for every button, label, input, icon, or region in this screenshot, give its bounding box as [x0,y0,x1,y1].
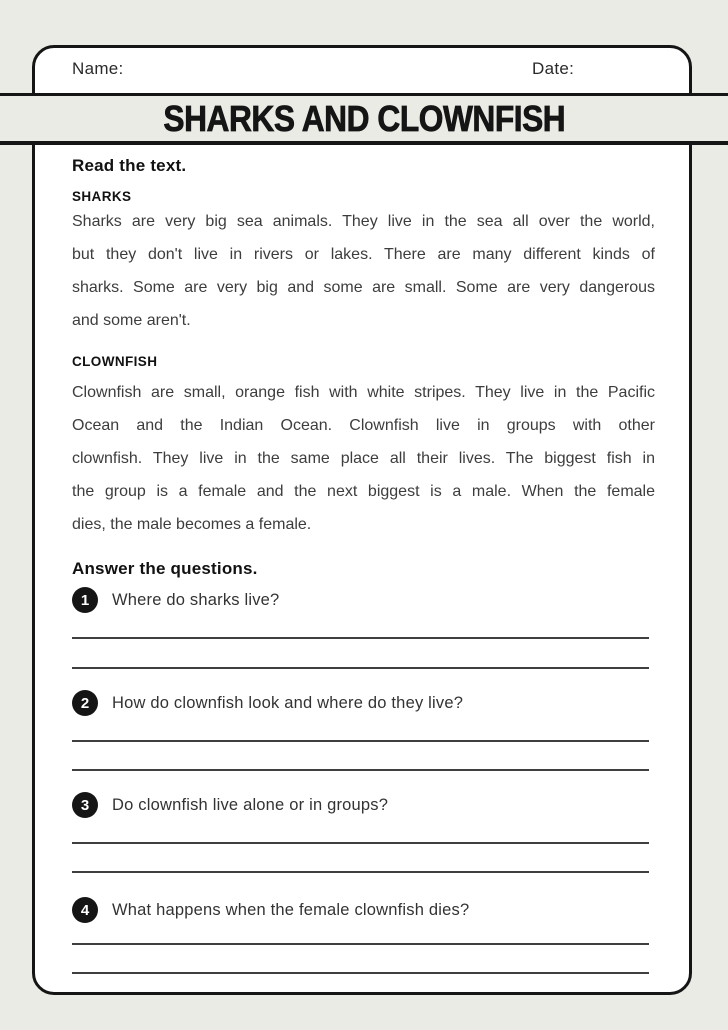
answer-line-q4-2[interactable] [72,972,649,974]
question-row-4 [72,897,469,923]
answer-line-q1-2[interactable] [72,667,649,669]
question-number-badge: 2 [72,690,98,716]
title-banner [0,93,728,145]
passage-line: Clownfish are small, orange fish with white stripes. They live in the Pacific [72,384,655,401]
question-row-1 [72,587,279,613]
question-row-3 [72,792,388,818]
answer-line-q3-1[interactable] [72,842,649,844]
passage-clownfish [72,376,655,541]
passage-line: and some aren't. [72,312,191,329]
passage-sharks [72,205,655,337]
question-number-badge: 3 [72,792,98,818]
passage-line: Ocean and the Indian Ocean. Clownfish live in groups with other [72,417,655,434]
worksheet-card [32,45,692,995]
question-number-badge: 1 [72,587,98,613]
answer-line-q1-1[interactable] [72,637,649,639]
read-instruction: Read the text. [72,156,187,175]
answer-line-q4-1[interactable] [72,943,649,945]
passage-line: clownfish. They live in the same place all their lives. The biggest fish in [72,450,655,467]
passage-heading-clownfish: CLOWNFISH [72,354,158,369]
passage-heading-sharks: SHARKS [72,189,132,204]
worksheet-title: SHARKS AND CLOWNFISH [163,97,565,139]
question-text: Do clownfish live alone or in groups? [112,795,389,814]
passage-line: dies, the male becomes a female. [72,516,312,533]
answer-line-q3-2[interactable] [72,871,649,873]
passage-line: Sharks are very big sea animals. They live in the sea all over the world, [72,213,655,230]
question-number-badge: 4 [72,897,98,923]
passage-line: but they don't live in rivers or lakes. There are many different kinds of [72,246,655,263]
passage-line: sharks. Some are very big and some are small. Some are very dangerous [72,279,655,296]
question-text: Where do sharks live? [112,590,280,609]
name-label: Name: [72,59,124,78]
question-row-2 [72,690,463,716]
question-text: What happens when the female clownfish dies? [112,900,470,919]
answer-instruction: Answer the questions. [72,559,258,578]
answer-line-q2-1[interactable] [72,740,649,742]
answer-line-q2-2[interactable] [72,769,649,771]
passage-line: the group is a female and the next biggest is a male. When the female [72,483,655,500]
date-label: Date: [532,59,575,78]
question-text: How do clownfish look and where do they live? [112,693,464,712]
